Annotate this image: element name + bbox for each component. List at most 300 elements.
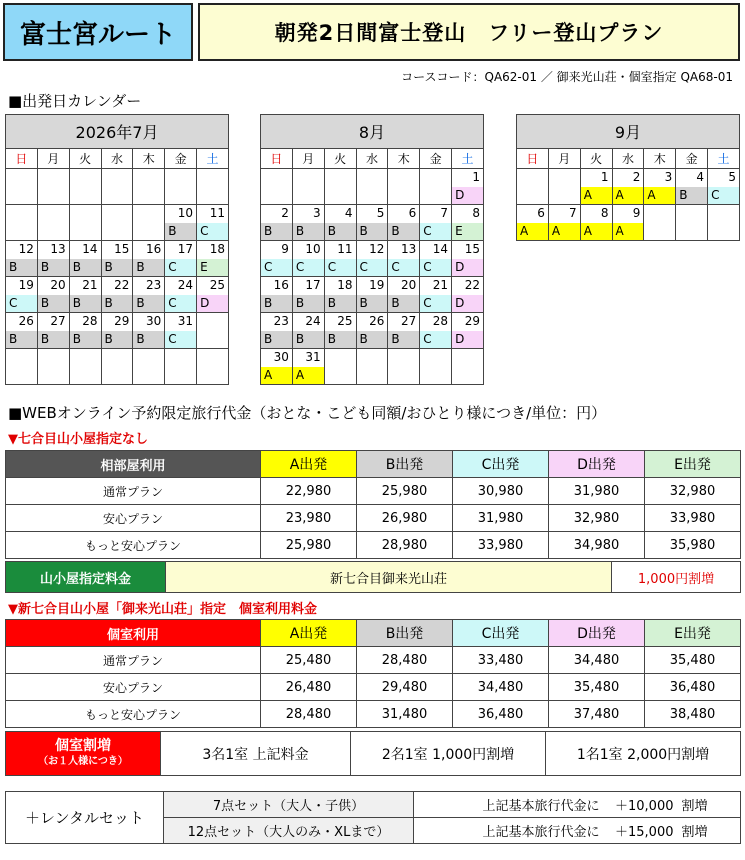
calendar-day [261,241,293,277]
calendar-day [101,313,133,349]
day-number: 30 [273,350,289,364]
departure-category: B [70,295,101,312]
weekday-label: 月 [292,149,324,169]
calendar-empty-day [420,349,452,385]
header-c: C出発 [453,451,549,478]
departure-category: C [165,259,196,276]
day-number: 18 [209,242,225,256]
calendar-empty-day [101,349,133,385]
rental-set-table [5,791,741,844]
day-number: 18 [337,278,353,292]
weekday-label: 火 [69,149,101,169]
calendar-day [197,277,229,313]
hut-fee-label: 山小屋指定料金 [6,562,166,593]
single-surcharge-row [5,731,741,776]
day-number: 3 [664,170,673,184]
calendar-month-title: 8月 [261,115,484,149]
single-surcharge-sub: （お１人様につき） [38,755,128,767]
weekday-label: 木 [388,149,420,169]
calendar-week-row [6,349,229,385]
day-number: 28 [82,314,98,328]
day-number: 16 [273,278,289,292]
price-cell: 31,480 [357,701,453,728]
departure-category: B [102,259,133,276]
rental-text: 上記基本旅行代金に [414,818,604,844]
day-number: 21 [432,278,449,292]
day-number: 24 [305,314,321,328]
day-number: 6 [537,206,545,220]
calendar-day [324,205,356,241]
header-c: C出発 [453,620,549,647]
price-row [6,701,741,728]
day-number: 26 [369,314,385,328]
departure-category: B [325,295,356,312]
departure-category: A [293,367,324,384]
day-number: 13 [400,242,417,256]
weekday-label: 月 [548,149,580,169]
price-cell: 34,480 [549,647,645,674]
departure-category: A [261,367,292,384]
rental-unit: 割増 [674,818,741,844]
price-row [6,647,741,674]
price-table-private [5,619,741,728]
day-number: 12 [18,242,34,256]
price-cell: 28,480 [261,701,357,728]
rental-text: 上記基本旅行代金に [414,792,604,818]
day-number: 17 [305,278,321,292]
calendar-week-row [6,277,229,313]
departure-category: D [452,187,483,204]
price-cell: 33,980 [453,532,549,559]
calendar-day [133,241,165,277]
price-cell: 38,480 [645,701,741,728]
day-number: 11 [337,242,353,256]
departure-category: B [388,295,419,312]
calendar-week-row [517,205,740,241]
weekday-row [517,149,740,169]
day-number: 16 [145,242,162,256]
calendar-day [292,241,324,277]
hut-fee-row [5,561,741,593]
single-surcharge-title: 個室割増 [55,737,111,754]
departure-category: C [420,295,451,312]
rental-label: ＋レンタルセット [6,792,164,844]
plan-name: もっと安心プラン [6,532,261,559]
weekday-label: 火 [580,149,612,169]
price-cell: 30,980 [453,478,549,505]
price-cell: 35,480 [645,647,741,674]
calendar-day [37,313,69,349]
departure-category: E [197,259,228,276]
price-cell: 36,480 [453,701,549,728]
calendar-day [580,169,612,205]
departure-category: C [197,223,228,240]
plan-name: 安心プラン [6,505,261,532]
price-cell: 23,980 [261,505,357,532]
header-d: D出発 [549,620,645,647]
calendar-empty-day [324,169,356,205]
day-number: 15 [114,242,130,256]
calendar-month-title: 2026年7月 [6,115,229,149]
departure-category: D [452,259,483,276]
price-cell: 36,480 [645,674,741,701]
departure-category: B [261,223,292,240]
calendar-empty-day [165,169,197,205]
price-section-title: ■WEBオンライン予約限定旅行代金（おとな・こども同額/おひとり様につき/単位：円） [8,404,607,422]
single-option-2: 2名1室 1,000円割増 [351,732,546,776]
calendar-table [260,114,484,385]
day-number: 22 [464,278,480,292]
departure-category: B [70,331,101,348]
price-rows [6,647,741,728]
price-cell: 25,980 [357,478,453,505]
price-cell: 35,980 [645,532,741,559]
calendar-day [197,241,229,277]
calendar-empty-day [388,349,420,385]
calendar-empty-day [356,349,388,385]
departure-category: C [388,259,419,276]
departure-category: B [293,331,324,348]
weekday-row [261,149,484,169]
departure-category: D [452,295,483,312]
calendar-day [261,313,293,349]
day-number: 22 [114,278,130,292]
price-cell: 29,480 [357,674,453,701]
weekday-label: 木 [133,149,165,169]
calendar-day [101,241,133,277]
departure-category: B [6,259,37,276]
calendar-empty-day [133,349,165,385]
departure-category: A [549,223,580,240]
calendar-day [292,205,324,241]
departure-category: B [293,223,324,240]
calendar-week-row [6,241,229,277]
departure-category: B [102,331,133,348]
day-number: 21 [82,278,98,292]
price-cell: 31,980 [549,478,645,505]
calendar-empty-day [197,313,229,349]
calendar-july [5,114,229,385]
day-number: 8 [600,206,609,220]
course-code: コースコード：QA62-01 ／ 御来光山荘・個室指定 QA68-01 [401,70,733,84]
calendar-day [165,277,197,313]
hut-name: 新七合目御来光山荘 [166,562,612,593]
departure-category: C [357,259,388,276]
rental-unit: 割増 [674,792,741,818]
calendar-day [420,205,452,241]
day-number: 24 [177,278,194,292]
calendar-empty-day [165,349,197,385]
calendar-week-row [517,169,740,205]
calendar-day [133,277,165,313]
day-number: 4 [344,206,353,220]
weekday-label: 日 [517,149,549,169]
calendar-empty-day [708,205,740,241]
rental-amount: ＋10,000 [604,792,674,818]
day-number: 10 [177,206,194,220]
calendar-week-row [6,169,229,205]
weekday-label: 金 [676,149,708,169]
price-cell: 34,980 [549,532,645,559]
calendar-empty-day [517,169,549,205]
day-number: 5 [376,206,385,220]
calendar-day [420,313,452,349]
day-number: 23 [273,314,289,328]
day-number: 2 [281,206,289,220]
day-number: 11 [209,206,225,220]
private-room-label: 個室利用 [6,620,261,647]
header-a: A出発 [261,620,357,647]
price-rows [6,478,741,559]
calendar-body [261,169,484,385]
calendar-day [292,313,324,349]
day-number: 9 [281,242,289,256]
departure-category: C [165,295,196,312]
weekday-label: 土 [452,149,484,169]
weekday-label: 土 [197,149,229,169]
calendar-body [517,169,740,241]
departure-category: A [644,187,675,204]
calendar-day [452,277,484,313]
departure-category: B [357,223,388,240]
day-number: 31 [305,350,321,364]
departure-category: E [452,223,483,240]
departure-category: B [133,295,164,312]
price-cell: 31,980 [453,505,549,532]
calendar-empty-day [69,169,101,205]
calendar-day [324,313,356,349]
price-cell: 28,480 [357,647,453,674]
departure-category: C [420,223,451,240]
calendar-empty-day [197,169,229,205]
calendar-day [37,277,69,313]
weekday-label: 水 [356,149,388,169]
header-d: D出発 [549,451,645,478]
calendar-empty-day [356,169,388,205]
calendar-empty-day [69,349,101,385]
departure-category: A [581,187,612,204]
weekday-label: 日 [6,149,38,169]
calendar-day [197,205,229,241]
departure-category: B [165,223,196,240]
day-number: 7 [440,206,449,220]
weekday-label: 水 [612,149,644,169]
calendar-section-title: ■出発日カレンダー [8,92,142,110]
day-number: 29 [464,314,480,328]
calendar-week-row [6,205,229,241]
day-number: 25 [337,314,353,328]
day-number: 17 [177,242,194,256]
departure-category: B [293,295,324,312]
day-number: 23 [145,278,162,292]
calendar-empty-day [676,205,708,241]
calendar-day [324,277,356,313]
calendar-empty-day [292,169,324,205]
day-number: 6 [408,206,417,220]
calendar-empty-day [133,205,165,241]
calendar-day [69,313,101,349]
calendar-empty-day [37,349,69,385]
price-cell: 25,480 [261,647,357,674]
calendar-week-row [261,349,484,385]
calendar-day [388,241,420,277]
calendar-week-row [261,205,484,241]
departure-category: C [6,295,37,312]
calendar-day [420,241,452,277]
calendar-day [676,169,708,205]
day-number: 8 [472,206,480,220]
calendar-empty-day [6,169,38,205]
calendar-empty-day [101,205,133,241]
plan-name: 安心プラン [6,674,261,701]
weekday-label: 金 [420,149,452,169]
calendar-day [261,277,293,313]
weekday-label: 木 [644,149,676,169]
price-row [6,532,741,559]
calendar-day [388,313,420,349]
day-number: 27 [400,314,417,328]
departure-category: B [38,331,69,348]
calendar-empty-day [101,169,133,205]
departure-category: B [676,187,707,204]
departure-category: B [388,331,419,348]
calendar-empty-day [37,169,69,205]
shared-room-label: 相部屋利用 [6,451,261,478]
price-cell: 22,980 [261,478,357,505]
calendar-day [6,277,38,313]
calendar-day [356,277,388,313]
day-number: 27 [50,314,66,328]
calendar-table [5,114,229,385]
departure-category: B [6,331,37,348]
weekday-label: 水 [101,149,133,169]
departure-category: B [102,295,133,312]
day-number: 29 [114,314,130,328]
calendar-day [708,169,740,205]
calendar-august [260,114,484,385]
calendar-month-title: 9月 [517,115,740,149]
price-table-shared [5,450,741,559]
calendar-empty-day [261,169,293,205]
calendar-table [516,114,740,241]
calendar-day [6,241,38,277]
calendar-body [6,169,229,385]
calendar-day [101,277,133,313]
departure-category: B [38,295,69,312]
price-cell: 32,980 [645,478,741,505]
calendar-day [6,313,38,349]
price-cell: 33,980 [645,505,741,532]
day-number: 20 [400,278,417,292]
price-cell: 25,980 [261,532,357,559]
weekday-label: 金 [165,149,197,169]
calendar-week-row [261,241,484,277]
calendar-day [69,241,101,277]
calendar-day [69,277,101,313]
day-number: 5 [728,170,736,184]
departure-category: B [133,259,164,276]
calendar-day [612,169,644,205]
departure-category: B [261,331,292,348]
weekday-label: 土 [708,149,740,169]
day-number: 14 [82,242,98,256]
calendar-day [261,349,293,385]
day-number: 19 [369,278,385,292]
weekday-label: 火 [324,149,356,169]
calendar-day [452,169,484,205]
day-number: 19 [18,278,34,292]
calendar-day [133,313,165,349]
day-number: 1 [472,170,480,184]
rental-set-7: 7点セット（大人・子供） [164,792,414,818]
calendar-day [388,277,420,313]
calendar-day [261,205,293,241]
header-b: B出発 [357,620,453,647]
day-number: 14 [432,242,449,256]
calendar-week-row [261,277,484,313]
calendar-day [517,205,549,241]
calendar-day [292,277,324,313]
calendar-empty-day [420,169,452,205]
price-cell: 35,480 [549,674,645,701]
departure-category: B [70,259,101,276]
calendar-empty-day [388,169,420,205]
departure-category: C [325,259,356,276]
calendar-empty-day [644,205,676,241]
plan-name: 通常プラン [6,478,261,505]
calendar-empty-day [324,349,356,385]
day-number: 4 [696,170,705,184]
day-number: 25 [209,278,225,292]
departure-category: A [613,223,644,240]
weekday-row [6,149,229,169]
calendar-day [452,241,484,277]
day-number: 1 [600,170,609,184]
departure-category: B [133,331,164,348]
calendar-empty-day [133,169,165,205]
plan-name: もっと安心プラン [6,701,261,728]
weekday-label: 日 [261,149,293,169]
calendar-empty-day [197,349,229,385]
calendar-day [420,277,452,313]
calendar-empty-day [6,349,38,385]
price-cell: 26,480 [261,674,357,701]
departure-category: B [388,223,419,240]
calendar-day [580,205,612,241]
calendar-empty-day [548,169,580,205]
day-number: 13 [50,242,66,256]
hut-fee: 1,000円割増 [612,562,741,593]
rental-amount: ＋15,000 [604,818,674,844]
header-e: E出発 [645,620,741,647]
calendar-day [37,241,69,277]
calendar-day [165,205,197,241]
day-number: 12 [369,242,385,256]
day-number: 2 [632,170,641,184]
price-cell: 34,480 [453,674,549,701]
day-number: 3 [313,206,321,220]
day-number: 15 [464,242,480,256]
departure-category: B [325,331,356,348]
calendar-day [165,313,197,349]
single-option-1: 1名1室 2,000円割増 [546,732,741,776]
calendar-day [324,241,356,277]
calendar-day [356,241,388,277]
departure-category: C [708,187,739,204]
price-cell: 32,980 [549,505,645,532]
table1-note: ▼七合目山小屋指定なし [8,432,148,447]
price-cell: 37,480 [549,701,645,728]
